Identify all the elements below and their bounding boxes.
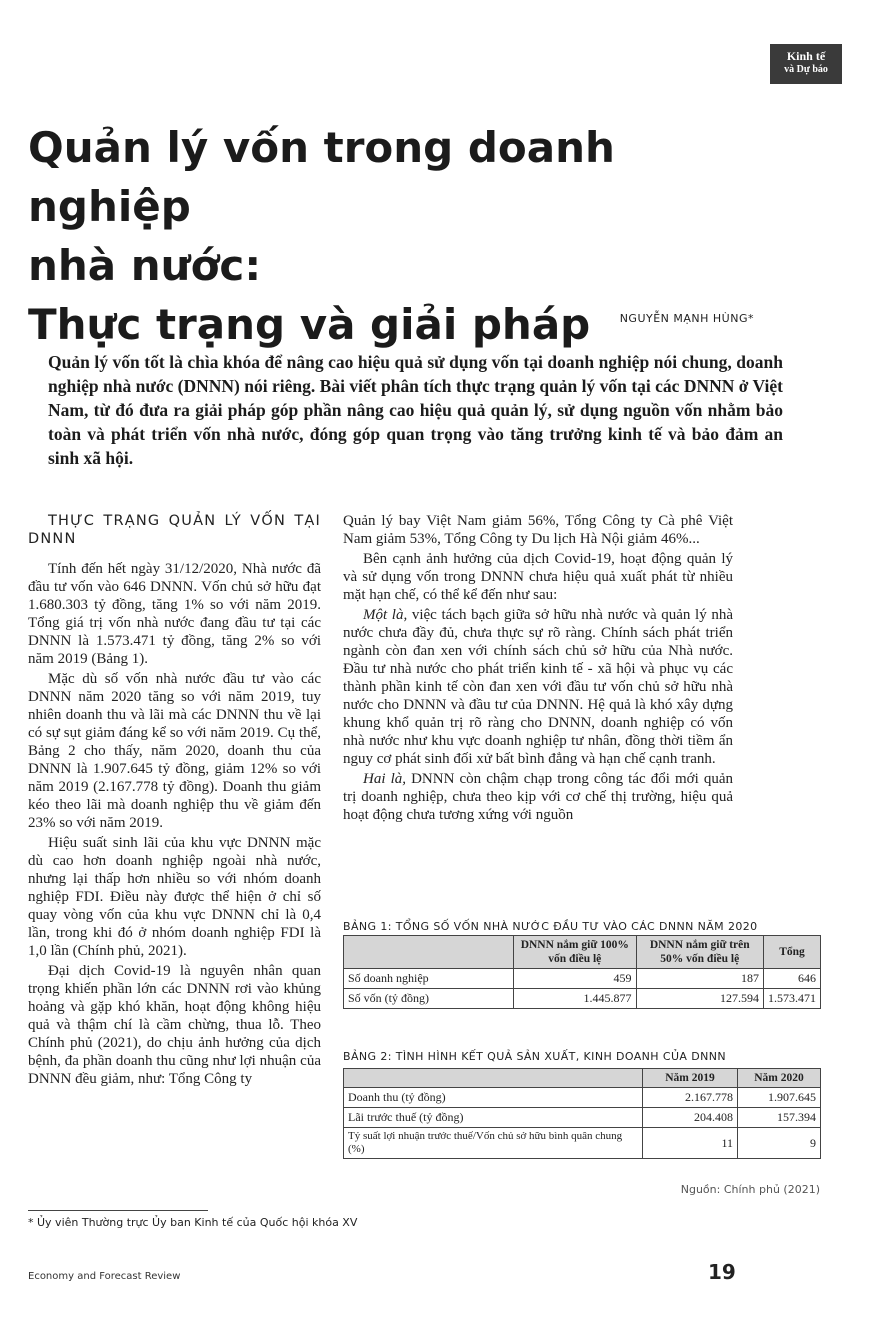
table-cell: Tỷ suất lợi nhuận trước thuế/Vốn chủ sở hữu bình quân chung (%) (344, 1128, 643, 1159)
table-header-row (344, 936, 821, 969)
table-cell: 11 (643, 1128, 738, 1159)
table2 (343, 1068, 821, 1159)
table-cell: 187 (636, 969, 764, 989)
table-cell: Số doanh nghiệp (344, 969, 514, 989)
table-cell: Lãi trước thuế (tỷ đồng) (344, 1108, 643, 1128)
table-header-cell (344, 936, 514, 969)
logo-line-1: Kinh tế (786, 49, 826, 63)
paragraph: Bên cạnh ảnh hưởng của dịch Covid-19, hoạt động quản lý và sử dụng vốn trong DNNN chưa hiệu quả xuất phát từ nhiều mặt hạn chế, có thể kể đến như sau: (343, 551, 733, 603)
table-cell: 459 (514, 969, 636, 989)
table-row (344, 1088, 821, 1108)
table-header-cell: DNNN nắm giữ trên 50% vốn điều lệ (636, 936, 764, 969)
table2-title: BẢNG 2: TÌNH HÌNH KẾT QUẢ SẢN XUẤT, KINH DOANH CỦA DNNN (343, 1050, 726, 1063)
paragraph: Quản lý bay Việt Nam giảm 56%, Tổng Công ty Cà phê Việt Nam giảm 53%, Tổng Công ty Du lịch Hà Nội giảm 46%... (343, 513, 733, 547)
paragraph-text: việc tách bạch giữa sở hữu nhà nước và quản lý nhà nước chưa đầy đủ, chưa thực sự rõ ràng. Chính sách phát triển ngành còn đan xen với chính sách chủ sở hữu của Nhà nước. Đầu tư nhà nước cho phát triển kinh tế - xã hội và phục vụ các thành phần kinh tế còn đan xen với đầu tư vốn chủ sở hữu nhà nước cho DNNN và đầu tư của DNNN. Hệ quả là khó xây dựng khung khổ quản trị rõ ràng cho DNNN, doanh nghiệp có vốn nhà nước như khu vực doanh nghiệp tư nhân, đồng thời tiềm ẩn nguy cơ phát sinh đối xử bất bình đẳng và hạn chế cạnh tranh. (343, 607, 733, 767)
table-cell: 1.573.471 (764, 989, 821, 1009)
paragraph: Hiệu suất sinh lãi của khu vực DNNN mặc dù cao hơn doanh nghiệp ngoài nhà nước, nhưng lại thấp hơn nhiều so với nhóm doanh nghiệp FDI. Điều này được thể hiện ở chỉ số quay vòng vốn của khu vực DNNN chỉ là 0,4 lần, trong khi đó ở nhóm doanh nghiệp FDI là 1,0 lần (Chính phủ, 2021). (28, 835, 321, 959)
column-left (28, 512, 321, 1090)
column-right (343, 512, 733, 826)
table-cell: 127.594 (636, 989, 764, 1009)
table-header-cell: DNNN nắm giữ 100% vốn điều lệ (514, 936, 636, 969)
footnote: * Ủy viên Thường trực Ủy ban Kinh tế của Quốc hội khóa XV (28, 1216, 358, 1229)
table-cell: 157.394 (738, 1108, 821, 1128)
title-line-3: Thực trạng và giải pháp (28, 300, 591, 349)
section-heading: THỰC TRẠNG QUẢN LÝ VỐN TẠI DNNN (28, 513, 321, 547)
table-cell: 1.445.877 (514, 989, 636, 1009)
table-header-cell: Năm 2019 (643, 1069, 738, 1088)
table-cell: 1.907.645 (738, 1088, 821, 1108)
title-line-2: nhà nước: (28, 241, 262, 290)
paragraph-text: DNNN còn chậm chạp trong công tác đổi mới quản trị doanh nghiệp, chưa theo kịp với cơ chế thị trường, hiệu quả hoạt động chưa tương xứng với nguồn (343, 771, 733, 823)
emphasis: Một là, (363, 607, 408, 623)
title-line-1: Quản lý vốn trong doanh nghiệp (28, 123, 615, 231)
page-number: 19 (708, 1260, 736, 1284)
table-cell: 646 (764, 969, 821, 989)
paragraph: Mặc dù số vốn nhà nước đầu tư vào các DNNN năm 2020 tăng so với năm 2019, tuy nhiên doanh thu và lãi mà các DNNN thu về lại có sự sụt giảm đáng kể so với năm 2019. Cụ thể, Bảng 2 cho thấy, năm 2020, doanh thu của DNNN là 1.907.645 tỷ đồng, giảm 12% so với năm 2019 (2.167.778 tỷ đồng). Doanh thu giảm kéo theo lãi mà doanh nghiệp thu về giảm đến 23% so với năm 2019. (28, 671, 321, 831)
table-row (344, 989, 821, 1009)
table-cell: 2.167.778 (643, 1088, 738, 1108)
table-row (344, 1128, 821, 1159)
author-name: NGUYỄN MẠNH HÙNG* (619, 312, 754, 325)
emphasis: Hai là, (363, 771, 406, 787)
table-cell: Doanh thu (tỷ đồng) (344, 1088, 643, 1108)
table-source: Nguồn: Chính phủ (2021) (680, 1183, 820, 1196)
table-header-row (344, 1069, 821, 1088)
paragraph (343, 606, 733, 768)
table-cell: Số vốn (tỷ đồng) (344, 989, 514, 1009)
logo-line-2: và Dự báo (784, 64, 828, 75)
paragraph: Tính đến hết ngày 31/12/2020, Nhà nước đã đầu tư vốn vào 646 DNNN. Vốn chủ sở hữu đạt 1.680.303 tỷ đồng, tăng 1% so với năm 2019. Tổng giá trị vốn nhà nước đang đầu tư tại các DNNN là 1.573.471 tỷ đồng, tăng 2% so với năm 2019 (Bảng 1). (28, 561, 321, 667)
table-cell: 9 (738, 1128, 821, 1159)
paragraph (343, 770, 733, 824)
table-cell: 204.408 (643, 1108, 738, 1128)
table1-title: BẢNG 1: TỔNG SỐ VỐN NHÀ NƯỚC ĐẦU TƯ VÀO CÁC DNNN NĂM 2020 (343, 920, 758, 933)
footnote-divider (28, 1210, 208, 1211)
table-header-cell (344, 1069, 643, 1088)
table-header-cell: Tổng (764, 936, 821, 969)
journal-logo (770, 44, 842, 84)
paragraph: Đại dịch Covid-19 là nguyên nhân quan trọng khiến phần lớn các DNNN rơi vào khủng hoảng và gặp khó khăn, hoạt động không hiệu quả và thậm chí là cầm chừng, thua lỗ. Theo Chính phủ (2021), do chịu ảnh hưởng của dịch bệnh, đa phần doanh thu cũng như lợi nhuận của DNNN đều giảm, như: Tổng Công ty (28, 963, 321, 1087)
table-row (344, 1108, 821, 1128)
table-row (344, 969, 821, 989)
table-header-cell: Năm 2020 (738, 1069, 821, 1088)
article-lead: Quản lý vốn tốt là chìa khóa để nâng cao hiệu quả sử dụng vốn tại doanh nghiệp nói chung, doanh nghiệp nhà nước (DNNN) nói riêng. Bài viết phân tích thực trạng quản lý vốn tại các DNNN ở Việt Nam, từ đó đưa ra giải pháp góp phần nâng cao hiệu quả quản lý, sử dụng nguồn vốn nhằm bảo toàn và phát triển vốn nhà nước, đóng góp quan trọng vào tăng trưởng kinh tế và bảo đảm an sinh xã hội. (48, 352, 783, 468)
journal-name: Economy and Forecast Review (28, 1271, 181, 1282)
table1 (343, 935, 821, 1009)
